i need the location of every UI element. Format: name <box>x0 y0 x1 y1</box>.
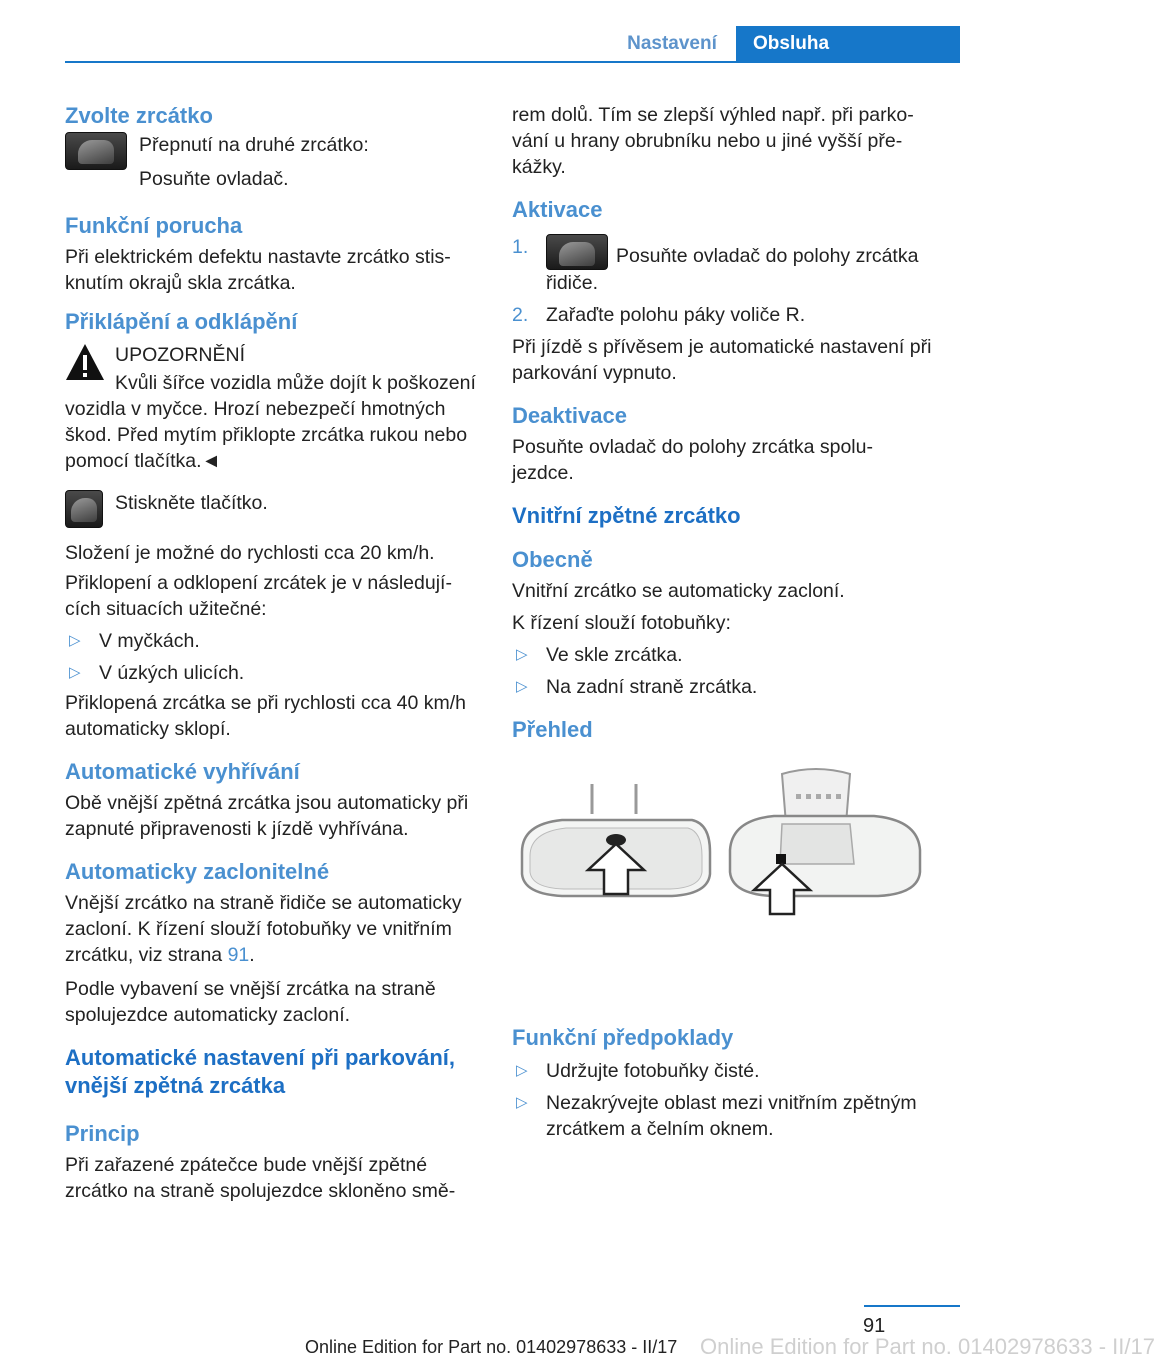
warning-text: Kvůli šířce vozidla může dojít k poškození vozidla v myčce. Hrozí nebezpečí hmotných škod. Před mytím přiklopte zrcátka rukou nebo pomocí tlačítka.◄ <box>65 372 476 472</box>
interior-mirror-illustration <box>512 754 932 1004</box>
fold-useful-text: Přiklopení a odklopení zrcátek je v následují‐ cích situacích užitečné: <box>65 572 452 620</box>
select-mirror-line2: Posuňte ovladač. <box>139 168 289 190</box>
heading-principle: Princip <box>65 1121 140 1146</box>
fold-button-icon <box>65 490 103 528</box>
malfunction-text: Při elektrickém defektu nastavte zrcátko stis‐ knutím okrajů skla zrcátka. <box>65 246 451 294</box>
list-item: ▷ Udržujte fotobuňky čisté. <box>516 1060 760 1082</box>
continued-text: rem dolů. Tím se zlepší výhled např. při parko‐ vání u hrany obrubníku nebo u jiné vyšší pře‐ kážky. <box>512 104 914 178</box>
activation-text: Při jízdě s přívěsem je automatické nastavení při parkování vypnuto. <box>512 336 932 384</box>
heading-heating: Automatické vyhřívání <box>65 759 300 784</box>
heading-interior-mirror: Vnitřní zpětné zrcátko <box>512 503 741 528</box>
fold-speed-text: Složení je možné do rychlosti cca 20 km/h. <box>65 542 435 564</box>
auto-dim-text2: Podle vybavení se vnější zrcátka na straně spolujezdce automaticky zacloní. <box>65 978 436 1026</box>
list-item: ▷ Na zadní straně zrcátka. <box>516 676 758 698</box>
list-item: 2. Zařaďte polohu páky voliče R. <box>512 304 806 326</box>
right-column <box>512 102 932 1142</box>
header-section-nastaveni[interactable]: Nastavení <box>627 33 717 54</box>
general-text1: Vnitřní zrcátko se automaticky zacloní. <box>512 580 845 602</box>
watermark: Online Edition for Part no. 01402978633 - II/17 <box>700 1334 1155 1359</box>
mirror-switch-icon <box>546 234 608 270</box>
list-item: ▷ Nezakrývejte oblast mezi vnitřním zpětným zrcátkem a čelním oknem. <box>516 1092 917 1140</box>
heading-general: Obecně <box>512 547 593 572</box>
fold-auto-text: Přiklopená zrcátka se při rychlosti cca 40 km/h automaticky sklopí. <box>65 692 466 740</box>
heading-deactivation: Deaktivace <box>512 403 627 428</box>
mirror-switch-icon <box>65 132 127 170</box>
list-item: ▷ V úzkých ulicích. <box>69 662 245 684</box>
left-column <box>65 102 480 1204</box>
list-item: 1. Posuňte ovladač do polohy zrcátka řidiče. <box>512 236 919 294</box>
select-mirror-line1: Přepnutí na druhé zrcátko: <box>139 134 369 156</box>
heading-parking-mirrors: Automatické nastavení při parkování, vnější zpětná zrcátka <box>65 1045 456 1098</box>
heading-malfunction: Funkční porucha <box>65 213 243 238</box>
header-tab-obsluha[interactable]: Obsluha <box>736 26 960 62</box>
footer-rule <box>864 1305 960 1307</box>
fold-button-row <box>65 490 480 528</box>
principle-text: Při zařazené zpátečce bude vnější zpětné zrcátko na straně spolujezdce skloněno smě‐ <box>65 1154 456 1202</box>
list-item: ▷ V myčkách. <box>69 630 200 652</box>
interior-mirror-figure <box>512 754 932 1004</box>
edition-text: Online Edition for Part no. 01402978633 - II/17 <box>305 1337 678 1357</box>
page-number: 91 <box>863 1315 886 1337</box>
general-text2: K řízení slouží fotobuňky: <box>512 612 731 634</box>
warning-triangle-icon <box>65 342 105 382</box>
heading-activation: Aktivace <box>512 197 603 222</box>
select-mirror-row <box>65 132 480 192</box>
auto-dim-text: Vnější zrcátko na straně řidiče se automaticky zacloní. K řízení slouží fotobuňky ve vnitřním zrcátku, viz strana 91. <box>65 892 462 966</box>
heading-auto-dim: Automaticky zaclonitelné <box>65 859 330 884</box>
header-rule <box>65 61 960 63</box>
deactivation-text: Posuňte ovladač do polohy zrcátka spolu‐ jezdce. <box>512 436 873 484</box>
list-item: ▷ Ve skle zrcátka. <box>516 644 683 666</box>
heading-select-mirror: Zvolte zrcátko <box>65 103 213 128</box>
heading-prerequisites: Funkční předpoklady <box>512 1025 734 1050</box>
heading-overview: Přehled <box>512 717 593 742</box>
page-link[interactable]: 91 <box>227 944 250 966</box>
heading-fold: Přiklápění a odklápění <box>65 309 298 334</box>
press-button-text: Stiskněte tlačítko. <box>115 492 268 514</box>
warning-title: UPOZORNĚNÍ <box>115 344 246 366</box>
heating-text: Obě vnější zpětná zrcátka jsou automaticky při zapnuté připravenosti k jízdě vyhřívána. <box>65 792 469 840</box>
